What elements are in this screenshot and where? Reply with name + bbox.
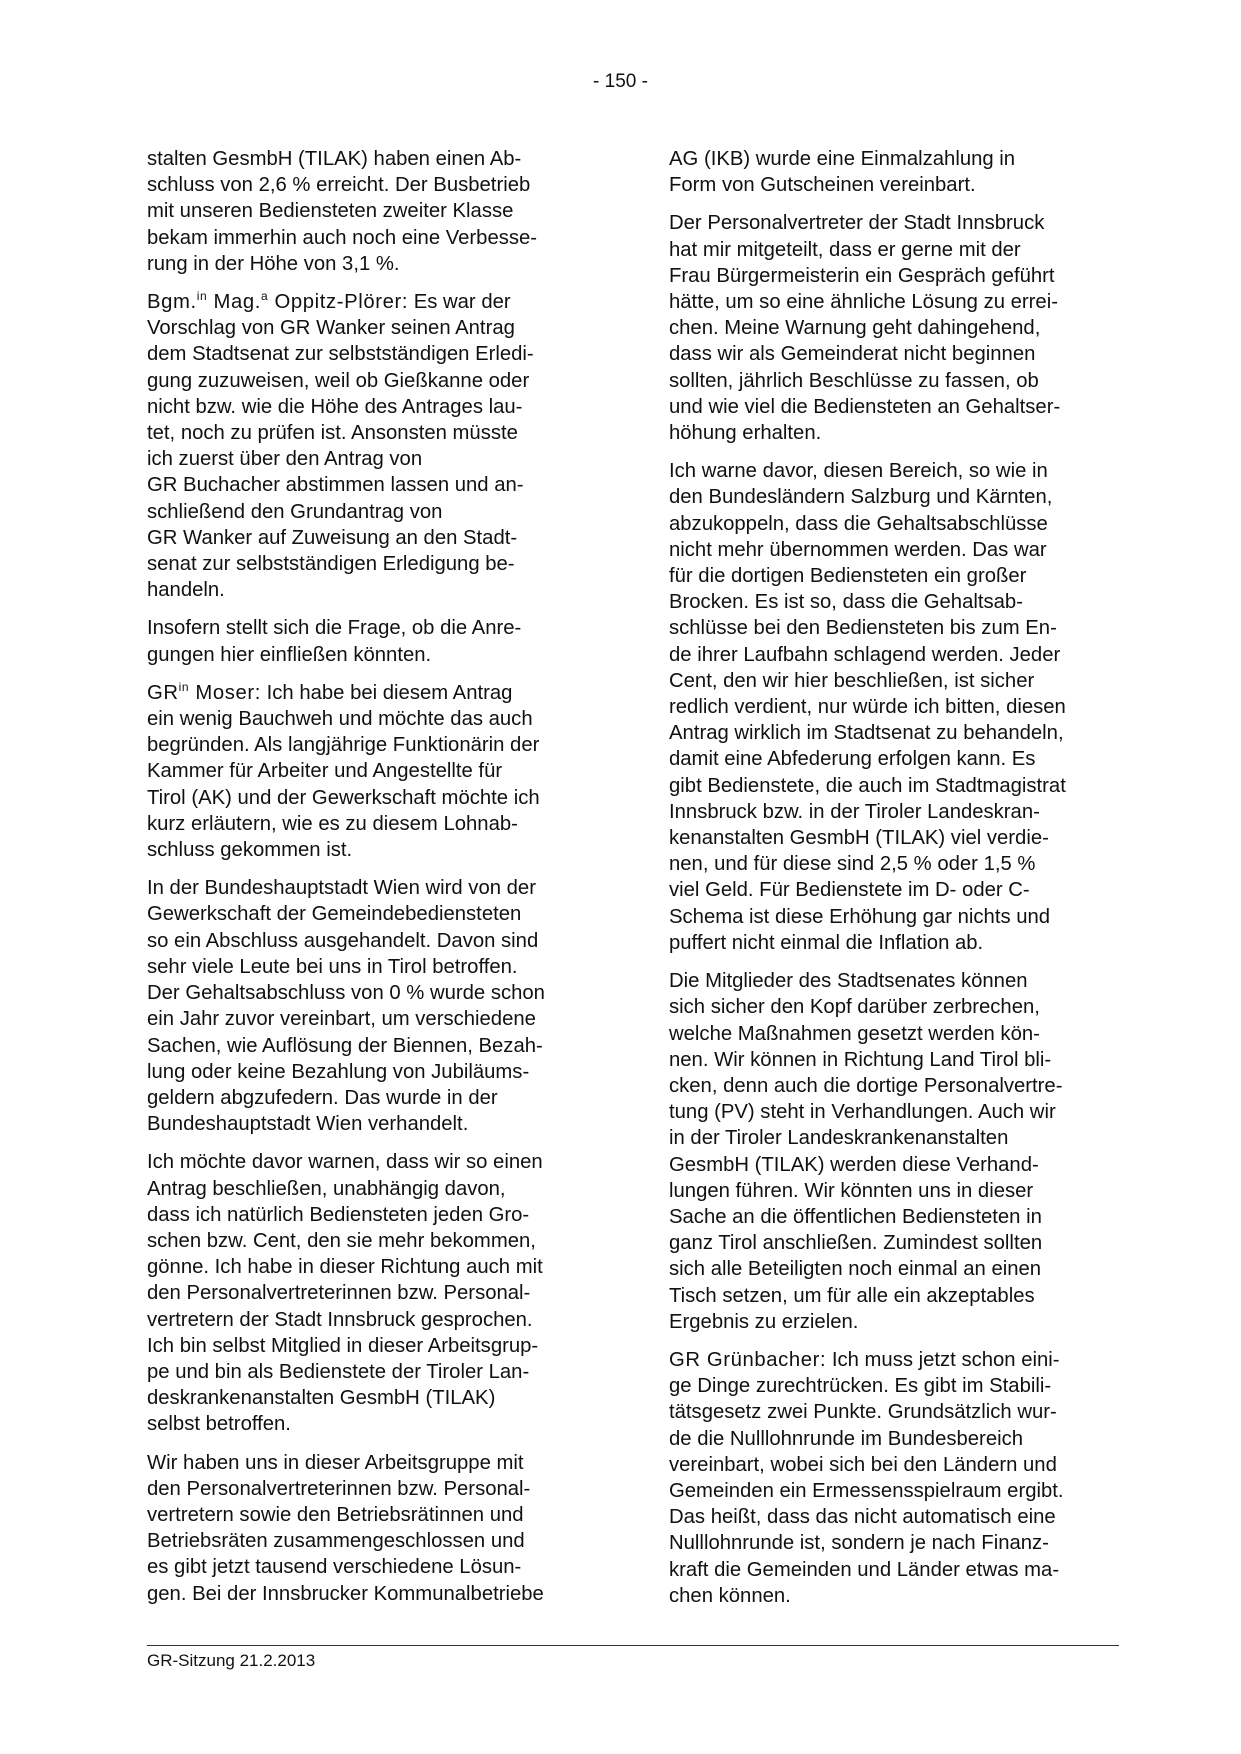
speaker-name: Bgm.$^{in}$ Mag.$^a$ Oppitz-Plörer:: [147, 289, 409, 314]
paragraph: Ich möchte davor warnen, dass wir so einen Antrag beschließen, unabhängig davon, dass ich natürlich Bediensteten jeden Gro- schen bzw. Cent, den sie mehr bekommen, gönne. Ich habe in dieser Richtung auch mit den Personalvertreterinnen bzw. Personal- vertretern der Stadt Innsbruck gesprochen. Ich bin selbst Mitglied in dieser Arbeitsgrup- pe und bin als Bedienstete der Tiroler Lan- deskrankenanstalten GesmbH (TILAK) selbst betroffen.: [147, 1151, 543, 1436]
speech-paragraph: [669, 1347, 1119, 1609]
right-column: [669, 146, 1119, 1621]
speaker-name: $GR^{in}$ Moser:: [147, 679, 261, 704]
paragraph: AG (IKB) wurde eine Einmalzahlung in Form von Gutscheinen vereinbart.: [669, 148, 1016, 197]
paragraph: Die Mitglieder des Stadtsenates können sich sicher den Kopf darüber zerbrechen, welche Maßnahmen gesetzt werden kön- nen. Wir können in Richtung Land Tirol bli- cken, denn auch die dortige Personalvertre- tung (PV) steht in Verhandlungen. Auch wir in der Tiroler Landeskrankenanstalten GesmbH (TILAK) werden diese Verhand- lungen führen. Wir könnten uns in dieser Sache an die öffentlichen Bediensteten in ganz Tirol anschließen. Zumindest sollten sich alle Beteiligten noch einmal an einen Tisch setzen, um für alle ein akzeptables Ergebnis zu erzielen.: [669, 970, 1063, 1333]
footer-session-label: GR-Sitzung 21.2.2013: [147, 1651, 316, 1670]
speech-paragraph: [147, 680, 597, 863]
paragraph: Ich warne davor, diesen Bereich, so wie in den Bundesländern Salzburg und Kärnten, abzukoppeln, dass die Gehaltsabschlüsse nicht mehr übernommen werden. Das war für die dortigen Bediensteten ein großer Brocken. Es ist so, dass die Gehaltsab- schlüsse bei den Bediensteten bis zum En- de ihrer Laufbahn schlagend werden. Jeder Cent, den wir hier beschließen, ist sicher redlich verdient, nur würde ich bitten, diesen Antrag wirklich im Stadtsenat zu behandeln, damit eine Abfederung erfolgen kann. Es gibt Bedienstete, die auch im Stadtmagistrat Innsbruck bzw. in der Tiroler Landeskran- kenanstalten GesmbH (TILAK) viel verdie- nen, und für diese sind 2,5 % oder 1,5 % viel Geld. Für Bedienstete im D- oder C- Schema ist diese Erhöhung gar nichts und puffert nicht einmal die Inflation ab.: [669, 460, 1066, 954]
left-column: [147, 146, 597, 1619]
paragraph: In der Bundeshauptstadt Wien wird von der Gewerkschaft der Gemeindebediensteten so ein Abschluss ausgehandelt. Davon sind sehr viele Leute bei uns in Tirol betroffen. Der Gehaltsabschluss von 0 % wurde schon ein Jahr zuvor vereinbart, um verschiedene Sachen, wie Auflösung der Biennen, Bezah- lung oder keine Bezahlung von Jubiläums- geldern abgzufedern. Das wurde in der Bundeshauptstadt Wien verhandelt.: [147, 877, 545, 1136]
speech-text: Ich muss jetzt schon eini- ge Dinge zurechtrücken. Es gibt im Stabili- tätsgesetz zwei Punkte. Grundsätzlich wur- de die Nulllohnrunde im Bundesbereich vereinbart, wobei sich bei den Ländern und Gemeinden ein Ermessensspielraum ergibt. Das heißt, dass das nicht automatisch eine Nulllohnrunde ist, sondern je nach Finanz- kraft die Gemeinden und Länder etwas ma- chen können.: [669, 1348, 1064, 1607]
paragraph: stalten GesmbH (TILAK) haben einen Ab- schluss von 2,6 % erreicht. Der Busbetrieb mit unseren Bediensteten zweiter Klasse bekam immerhin auch noch eine Verbesse- rung in der Höhe von 3,1 %.: [147, 148, 538, 275]
paragraph: Der Personalvertreter der Stadt Innsbruck hat mir mitgeteilt, dass er gerne mit der Frau Bürgermeisterin ein Gespräch geführt hätte, um so eine ähnliche Lösung zu errei- chen. Meine Warnung geht dahingehend, dass wir als Gemeinderat nicht beginnen sollten, jährlich Beschlüsse zu fassen, ob und wie viel die Bediensteten an Gehaltser- höhung erhalten.: [669, 212, 1061, 445]
paragraph: Wir haben uns in dieser Arbeitsgruppe mit den Personalvertreterinnen bzw. Personal- vertretern sowie den Betriebsrätinnen und Betriebsräten zusammengeschlossen und es gibt jetzt tausend verschiedene Lösun- gen. Bei der Innsbrucker Kommunalbetriebe: [147, 1451, 544, 1605]
speaker-name: GR Grünbacher:: [669, 1348, 827, 1371]
speech-text: Ich habe bei diesem Antrag ein wenig Bauchweh und möchte das auch begründen. Als langjährige Funktionärin der Kammer für Arbeiter und Angestellte für Tirol (AK) und der Gewerkschaft möchte ich kurz erläutern, wie es zu diesem Lohnab- schluss gekommen ist.: [147, 681, 540, 862]
paragraph: Insofern stellt sich die Frage, ob die Anre- gungen hier einfließen könnten.: [147, 617, 522, 666]
page-number: - 150 -: [593, 71, 648, 92]
speech-text: Es war der Vorschlag von GR Wanker seinen Antrag dem Stadtsenat zur selbstständigen Erledi- gung zuzuweisen, weil ob Gießkanne oder nicht bzw. wie die Höhe des Antrages lau- tet, noch zu prüfen ist. Ansonsten müsste ich zuerst über den Antrag von GR Buchacher abstimmen lassen und an- schließend den Grundantrag von GR Wanker auf Zuweisung an den Stadt- senat zur selbstständigen Erledigung be- handeln.: [147, 291, 534, 602]
speech-paragraph: [147, 289, 597, 603]
footer-divider: [147, 1645, 1119, 1646]
